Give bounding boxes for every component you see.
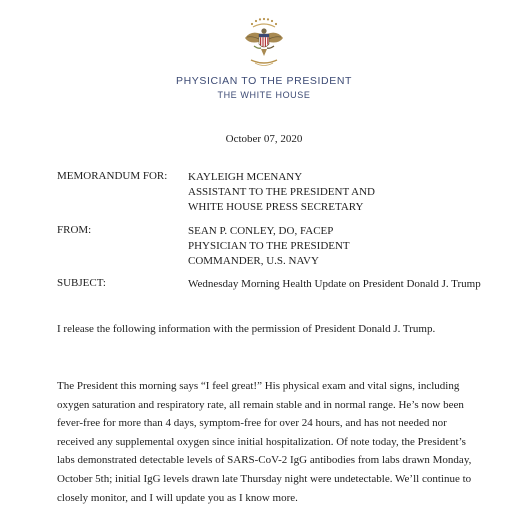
memo-for-line: ASSISTANT TO THE PRESIDENT AND xyxy=(188,186,375,198)
body-line: October 5th; initial IgG levels drawn late Thursday night were undetectable. We’ll continue to xyxy=(57,472,472,485)
body-paragraph xyxy=(57,377,471,507)
body-line: The President this morning says “I feel great!” His physical exam and vital signs, including xyxy=(57,380,460,392)
subject-value: Wednesday Morning Health Update on President Donald J. Trump xyxy=(188,278,481,290)
from-line: SEAN P. CONLEY, DO, FACEP xyxy=(188,225,334,237)
memo-for-line: KAYLEIGH MCENANY xyxy=(188,171,303,183)
memo-date: October 07, 2020 xyxy=(225,133,303,145)
body-line: closely monitor, and I will update you as I know more. xyxy=(57,491,298,504)
body-line: labs demonstrated detectable levels of SARS-CoV-2 IgG antibodies from labs drawn Monday, xyxy=(57,454,472,467)
from-label: FROM: xyxy=(57,224,92,236)
intro-paragraph: I release the following information with the permission of President Donald J. Trump. xyxy=(57,323,436,335)
memo-for-line: WHITE HOUSE PRESS SECRETARY xyxy=(188,201,364,213)
from-line: COMMANDER, U.S. NAVY xyxy=(188,255,319,267)
presidential-seal-icon xyxy=(239,16,289,68)
body-line: received any supplemental oxygen since initial hospitalization. Of note today, the President’s xyxy=(57,435,466,448)
body-line: fever-free for more than 4 days, symptom-free for over 24 hours, and has not needed nor xyxy=(57,417,447,430)
office-location: THE WHITE HOUSE xyxy=(217,90,311,100)
from-sender xyxy=(188,224,350,269)
from-line: PHYSICIAN TO THE PRESIDENT xyxy=(188,240,350,252)
body-line: oxygen saturation and respiratory rate, all remain stable and in normal range. He’s now been xyxy=(57,398,464,411)
subject-label: SUBJECT: xyxy=(57,277,106,289)
office-title: PHYSICIAN TO THE PRESIDENT xyxy=(175,75,353,87)
memo-for-label: MEMORANDUM FOR: xyxy=(57,170,168,182)
memo-for-recipient xyxy=(188,170,375,215)
